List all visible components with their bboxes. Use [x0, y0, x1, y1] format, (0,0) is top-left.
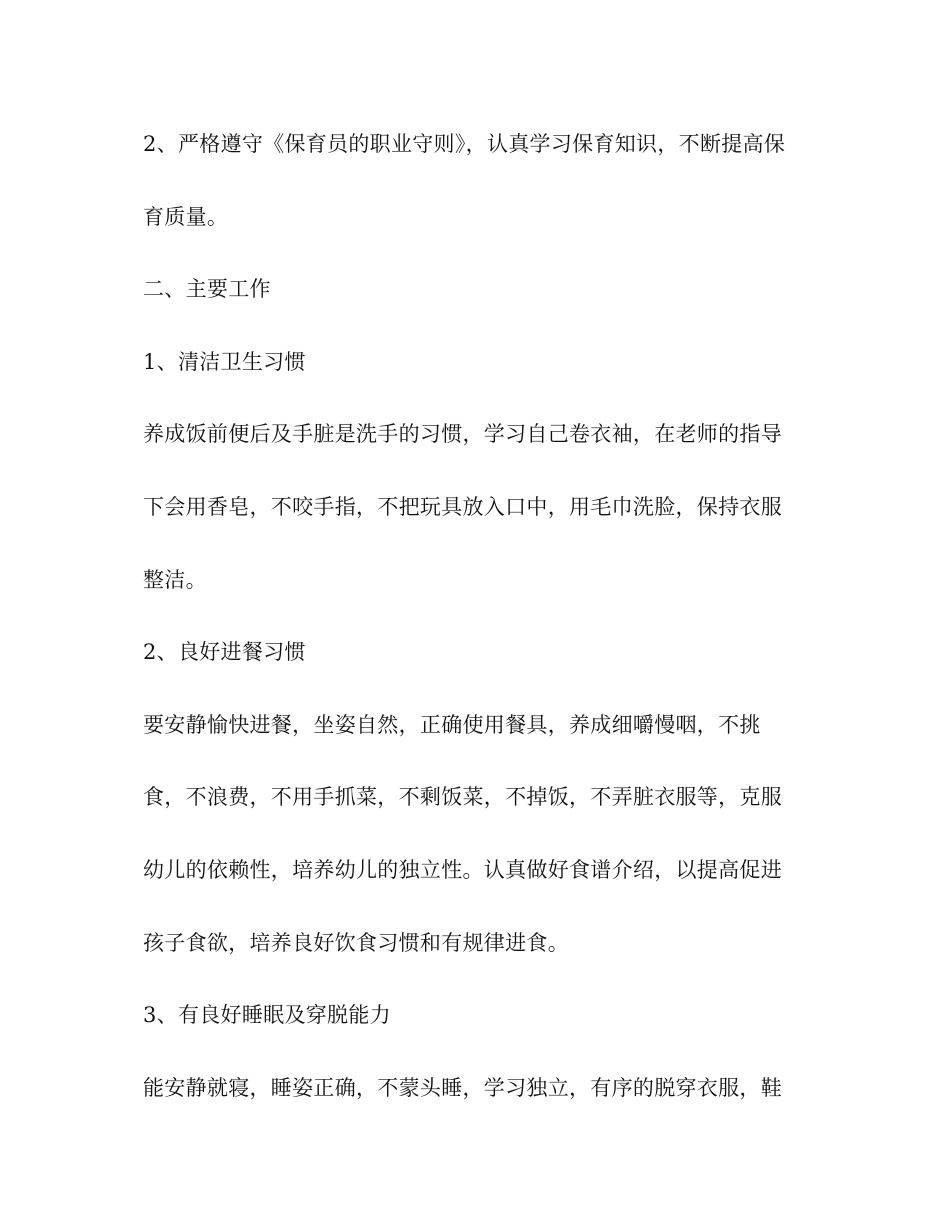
paragraph-line: 能安静就寝，睡姿正确，不蒙头睡，学习独立，有序的脱穿衣服，鞋: [143, 1075, 782, 1100]
paragraph-line: 孩子食欲，培养良好饮食习惯和有规律进食。: [143, 930, 569, 955]
subsection-heading: 2、良好进餐习惯: [143, 640, 306, 665]
paragraph-line: 整洁。: [143, 567, 207, 592]
paragraph-line: 养成饭前便后及手脏是洗手的习惯，学习自己卷衣袖，在老师的指导: [143, 422, 782, 447]
paragraph-line: 幼儿的依赖性，培养幼儿的独立性。认真做好食谱介绍，以提高促进: [143, 857, 782, 882]
document-body: [143, 124, 823, 1140]
paragraph-line: 育质量。: [143, 204, 229, 229]
paragraph-line: 下会用香皂，不咬手指，不把玩具放入口中，用毛巾洗脸，保持衣服: [143, 494, 782, 519]
paragraph-line: 要安静愉快进餐，坐姿自然，正确使用餐具，养成细嚼慢咽，不挑: [143, 712, 761, 737]
paragraph-line: 2、严格遵守《保育员的职业守则》，认真学习保育知识，不断提高保: [143, 132, 786, 156]
paragraph-line: 食，不浪费，不用手抓菜，不剩饭菜，不掉饭，不弄脏衣服等，克服: [143, 785, 782, 810]
subsection-heading: 1、清洁卫生习惯: [143, 349, 306, 374]
subsection-heading: 3、有良好睡眠及穿脱能力: [143, 1003, 391, 1028]
section-heading: 二、主要工作: [143, 277, 271, 302]
